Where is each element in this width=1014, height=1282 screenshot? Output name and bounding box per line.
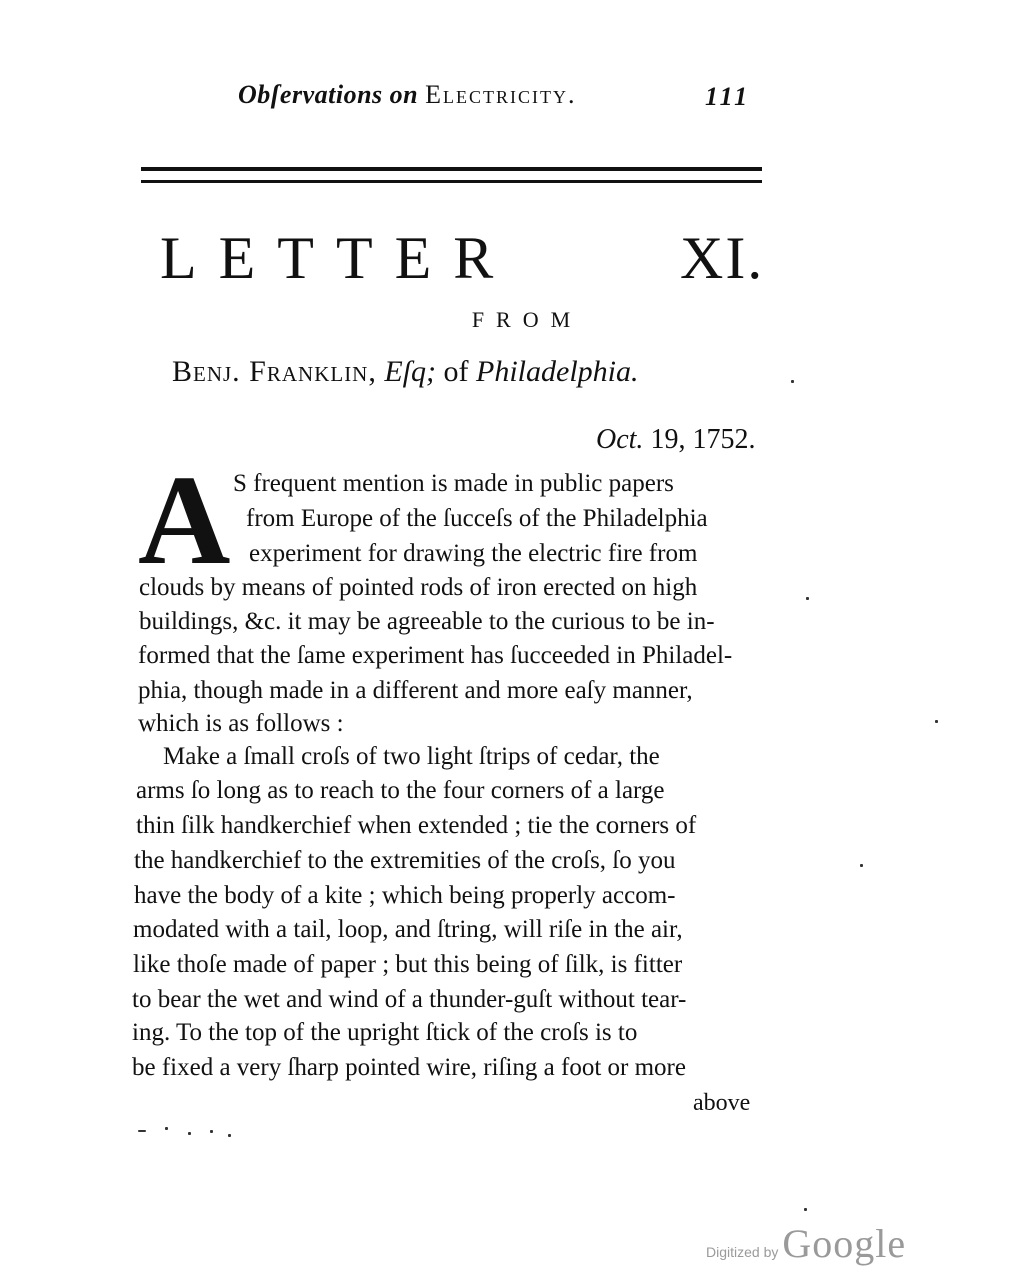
scan-speck [165, 1127, 168, 1130]
date-rest: 19, 1752. [643, 424, 756, 455]
author-of: of [436, 355, 477, 388]
scan-speck [860, 864, 863, 867]
body-line: thin ſilk handkerchief when extended ; tie the corners of [136, 812, 697, 839]
letter-word: LETTER [160, 225, 516, 291]
running-title-italic: Obſervations [238, 80, 383, 109]
body-line: formed that the ſame experiment has ſucceeded in Philadel- [138, 642, 733, 669]
running-header [238, 80, 577, 110]
header-rule-thick [141, 167, 762, 171]
drop-cap: A [138, 449, 231, 591]
scan-speck [806, 597, 809, 600]
scan-speck [935, 720, 938, 723]
scan-speck [228, 1134, 231, 1137]
scan-speck [804, 1208, 807, 1211]
google-logo: Google [782, 1221, 907, 1266]
body-line: clouds by means of pointed rods of iron erected on high [139, 574, 698, 601]
body-line: have the body of a kite ; which being properly accom- [134, 882, 676, 909]
scan-speck [210, 1130, 213, 1133]
body-line: experiment for drawing the electric fire from [249, 540, 698, 567]
author-esq: Eſq; [384, 355, 437, 388]
author-line [172, 355, 639, 389]
body-line: buildings, &c. it may be agreeable to the curious to be in- [139, 608, 715, 635]
date-month: Oct. [596, 424, 644, 455]
letter-numeral: XI. [680, 225, 765, 291]
body-line: modated with a tail, loop, and ſtring, will riſe in the air, [133, 916, 683, 943]
author-name: Benj. Franklin, [172, 355, 377, 388]
body-line: arms ſo long as to reach to the four corners of a large [136, 777, 665, 804]
body-line: to bear the wet and wind of a thunder-guſt without tear- [132, 986, 687, 1013]
body-line: from Europe of the ſucceſs of the Philadelphia [246, 505, 708, 532]
body-line: like thoſe made of paper ; but this being of ſilk, is fitter [133, 951, 683, 978]
scan-speck [138, 1130, 146, 1132]
scan-speck [188, 1132, 191, 1135]
body-line: ing. To the top of the upright ſtick of the croſs is to [132, 1019, 638, 1046]
scan-speck [791, 380, 794, 383]
header-rule-thin [141, 180, 762, 183]
body-line: be fixed a very ſharp pointed wire, riſing a foot or more [132, 1054, 686, 1081]
letter-date [596, 424, 755, 456]
digitized-watermark [706, 1220, 906, 1267]
author-place: Philadelphia. [476, 355, 639, 388]
running-title-on: on [382, 80, 426, 109]
from-line: FROM [471, 307, 583, 332]
body-line: S frequent mention is made in public papers [233, 470, 674, 497]
watermark-prefix: Digitized by [706, 1244, 779, 1260]
body-line: Make a ſmall croſs of two light ſtrips of cedar, the [163, 743, 660, 770]
body-line: phia, though made in a different and more eaſy manner, [138, 677, 693, 704]
body-line: the handkerchief to the extremities of the croſs, ſo you [134, 847, 676, 874]
body-line: which is as follows : [138, 710, 344, 737]
running-title-smallcaps: Electricity. [425, 80, 577, 109]
letter-title [160, 224, 765, 293]
page-number: 111 [705, 82, 751, 111]
catchword: above [693, 1090, 751, 1116]
